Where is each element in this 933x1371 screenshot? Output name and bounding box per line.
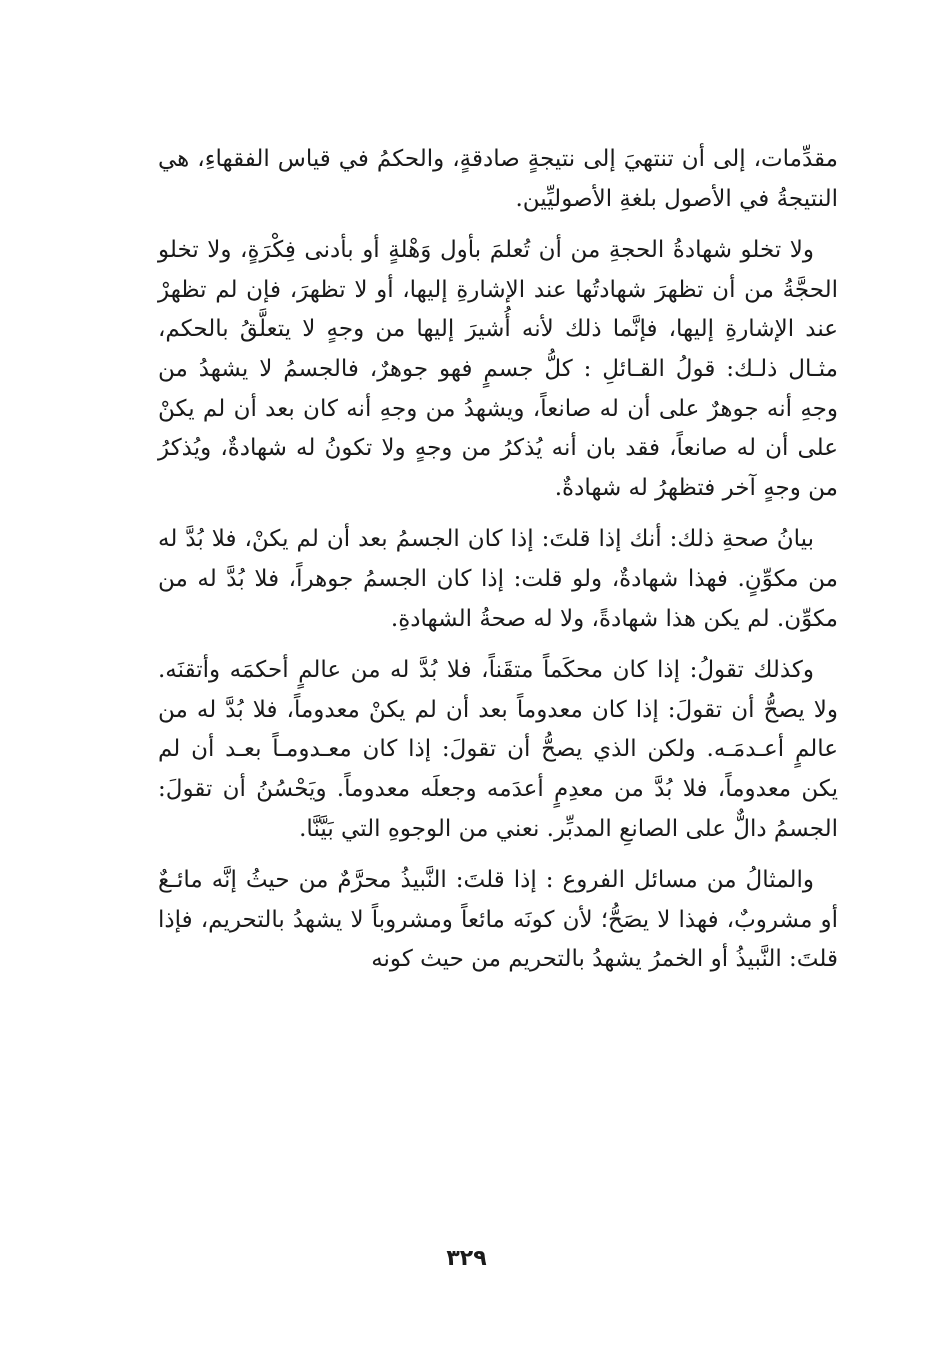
paragraph-3-text: بيانُ صحةِ ذلك: أنك إذا قلتَ: إذا كان الجسمُ بعد أن لم يكنْ، فلا بُدَّ له من مكوِّنٍ. فهذا شهادةٌ، ولو قلت: إذا كان الجسمُ جوهراً، فلا بُدَّ له من مكوِّن. لم يكن هذا شهادةً، ولا له صحةُ الشهادةِ. xyxy=(158,526,838,632)
paragraph-5 xyxy=(158,861,838,980)
paragraph-5-text: والمثالُ من مسائل الفروع : إذا قلتَ: النَّبيذُ محرَّمٌ من حيثُ إنَّه مائـعٌ أو مشروبٌ، فهذا لا يصَحُّ؛ لأن كونَه مائعاً ومشروباً لا يشهدُ بالتحريم، فإذا قلتَ: النَّبيذُ أو الخمرُ يشهدُ بالتحريم من حيث كونه xyxy=(158,867,838,973)
paragraph-2 xyxy=(158,231,838,508)
paragraph-1: مقدِّمات، إلى أن تنتهيَ إلى نتيجةٍ صادقةٍ، والحكمُ في قياس الفقهاءِ، هي النتيجةُ في الأصول بلغةِ الأصوليِّين. xyxy=(158,146,838,212)
body-text xyxy=(158,140,838,980)
paragraph-4 xyxy=(158,651,838,849)
page-number: ٣٢٩ xyxy=(446,1246,487,1271)
paragraph-2-text: ولا تخلو شهادةُ الحجةِ من أن تُعلمَ بأول وَهْلةٍ أو بأدنى فِكْرَةٍ، ولا تخلو الحجَّةُ من أن تظهرَ شهادتُها عند الإشارةِ إليها، أو لا تظهرَ، فإن لم تظهرْ عند الإشارةِ إليها، فإنَّما ذلك لأنه أُشيرَ إليها من وجهٍ لا يتعلَّقُ بالحكم، مثـال ذلـك: قولُ القـائلِ : كلُّ جسمٍ فهو جوهرٌ، فالجسمُ لا يشهدُ من وجهِ أنه جوهرٌ على أن له صانعاً، ويشهدُ من وجهِ أنه كان بعد أن لم يكنْ على أن له صانعاً، فقد بان أنه يُذكرُ من وجهٍ ولا تكونُ له شهادةٌ، ويُذكرُ من وجهٍ آخر فتظهرُ له شهادةٌ. xyxy=(158,237,838,501)
paragraph-3 xyxy=(158,520,838,639)
paragraph-4-text: وكذلك تقولُ: إذا كان محكَماً متقَناً، فلا بُدَّ له من عالمٍ أحكمَه وأتقنَه. ولا يصحُّ أن تقولَ: إذا كان معدوماً بعد أن لم يكنْ معدوماً، فلا بُدَّ له من عالمٍ أعـدمَـه. ولكن الذي يصحُّ أن تقولَ: إذا كان معـدومـاً بعـد أن لم يكن معدوماً، فلا بُدَّ من معدِمٍ أعدَمه وجعلَه معدوماً. ويَحْسُنُ أن تقولَ: الجسمُ دالٌّ على الصانعِ المدبِّر. نعني من الوجوهِ التي بَيَّنَّا. xyxy=(158,657,838,842)
